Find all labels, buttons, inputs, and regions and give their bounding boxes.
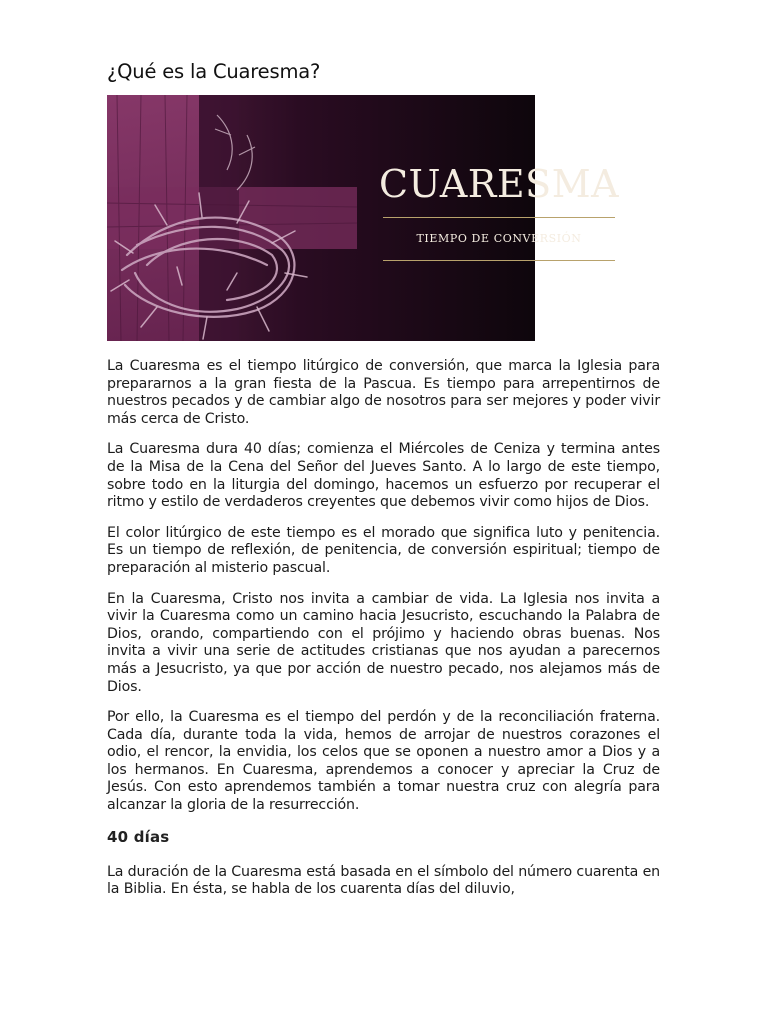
- paragraph: Por ello, la Cuaresma es el tiempo del perdón y de la reconciliación fraterna. Cada día, durante toda la vida, hemos de arrojar de nuestros corazones el odio, el rencor, la envidia, los celos que se oponen a nuestro amor a Dios y a los hermanos. En Cuaresma, aprendemos a conocer y apreciar la Cruz de Jesús. Con esto aprendemos también a tomar nuestra cruz con alegría para alcanzar la gloria de la resurrección.: [107, 709, 660, 814]
- banner-divider-top: [383, 217, 615, 218]
- paragraph: La Cuaresma es el tiempo litúrgico de conversión, que marca la Iglesia para prepararnos a la gran fiesta de la Pascua. Es tiempo para arrepentirnos de nuestros pecados y de cambiar algo de nosotros para ser mejores y poder vivir más cerca de Cristo.: [107, 358, 660, 427]
- paragraph: La duración de la Cuaresma está basada en el símbolo del número cuarenta en la Biblia. En ésta, se habla de los cuarenta días del diluvio,: [107, 863, 660, 898]
- paragraph: La Cuaresma dura 40 días; comienza el Miércoles de Ceniza y termina antes de la Misa de la Cena del Señor del Jueves Santo. A lo largo de este tiempo, sobre todo en la liturgia del domingo, hacemos un esfuerzo por recuperar el ritmo y estilo de verdaderos creyentes que debemos vivir como hijos de Dios.: [107, 441, 660, 511]
- paragraph: El color litúrgico de este tiempo es el morado que significa luto y penitencia. Es un tiempo de reflexión, de penitencia, de conversión espiritual; tiempo de preparación al misterio pascual.: [107, 524, 660, 576]
- cuaresma-banner-image: [107, 95, 620, 341]
- banner-title: CUARESMA: [378, 162, 620, 206]
- banner-divider-bottom: [383, 260, 615, 261]
- page-title: ¿Qué es la Cuaresma?: [107, 60, 321, 83]
- banner-subtitle: TIEMPO DE CONVERSIÓN: [416, 232, 582, 245]
- paragraph: En la Cuaresma, Cristo nos invita a cambiar de vida. La Iglesia nos invita a vivir la Cuaresma como un camino hacia Jesucristo, escuchando la Palabra de Dios, orando, compartiendo con el prójimo y haciendo obras buenas. Nos invita a vivir una serie de actitudes cristianas que nos ayudan a parecernos más a Jesucristo, ya que por acción de nuestro pecado, nos alejamos más de Dios.: [107, 590, 660, 695]
- section-heading: 40 días: [107, 827, 170, 846]
- banner-caption: [378, 162, 620, 261]
- document-body: [107, 358, 660, 912]
